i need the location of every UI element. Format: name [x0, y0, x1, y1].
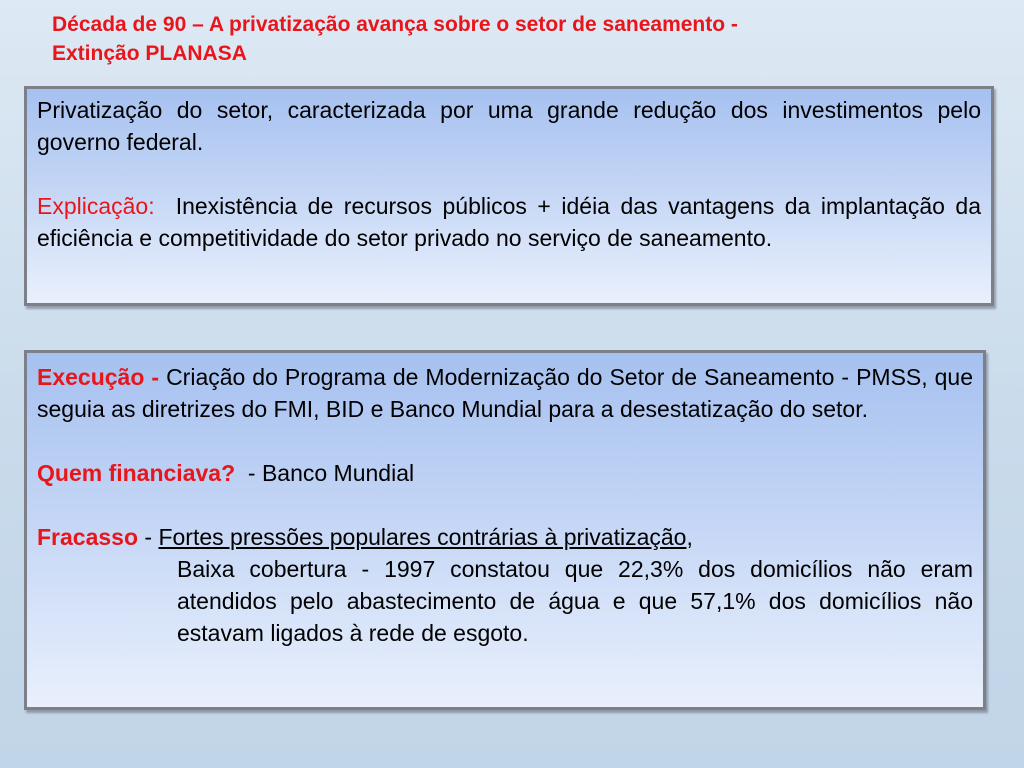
failure-item-1-suffix: ,: [686, 524, 693, 550]
execution-text: Criação do Programa de Modernização do Setor de Saneamento - PMSS, que seguia as diretrizes do FMI, BID e Banco Mundial para a desestatização do setor.: [37, 364, 974, 422]
failure-paragraph: [37, 521, 973, 553]
financing-label: Quem financiava?: [37, 460, 236, 486]
failure-label: Fracasso: [37, 524, 139, 550]
title-line-1: Década de 90 – A privatização avança sobre o setor de saneamento -: [52, 13, 738, 36]
failure-item-2: Baixa cobertura - 1997 constatou que 22,3% dos domicílios não eram atendidos pelo abastecimento de água e que 57,1% dos domicílios não estavam ligados à rede de esgoto.: [177, 556, 973, 646]
privatization-paragraph: Privatização do setor, caracterizada por uma grande redução dos investimentos pelo governo federal.: [37, 97, 981, 155]
financing-text: - Banco Mundial: [247, 460, 415, 486]
failure-separator: -: [144, 524, 153, 550]
execution-paragraph: [37, 361, 973, 425]
explanation-label: Explicação:: [37, 193, 155, 219]
title-line-2: Extinção PLANASA: [52, 42, 247, 65]
explanation-text: Inexistência de recursos públicos + idéia das vantagens da implantação da eficiência e competitividade do setor privado no serviço de saneamento.: [37, 193, 982, 251]
slide-title: [52, 10, 1002, 68]
explanation-paragraph: [37, 190, 981, 254]
execution-text-box: [24, 350, 986, 710]
privatization-text-box: [24, 86, 994, 306]
execution-label: Execução -: [37, 364, 160, 390]
failure-item-1: Fortes pressões populares contrárias à privatização: [158, 524, 687, 550]
financing-paragraph: [37, 457, 973, 489]
